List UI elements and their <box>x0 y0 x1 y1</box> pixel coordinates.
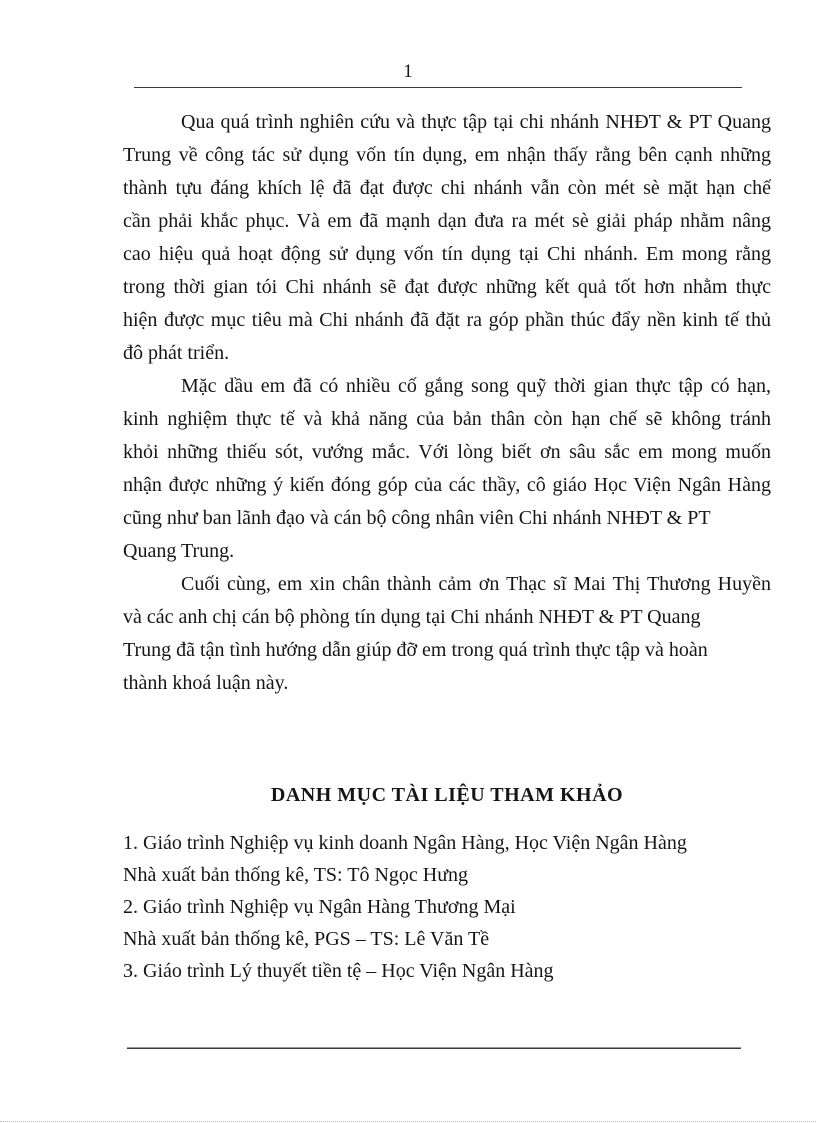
paragraph-line: và các anh chị cán bộ phòng tín dụng tại Chi nhánh NHĐT & PT Quang <box>123 606 701 628</box>
paragraph-line: trong thời gian tói Chi nhánh sẽ đạt được những kết quả tốt hơn nhằm thực <box>123 276 771 298</box>
paragraph-line: hiện được mục tiêu mà Chi nhánh đã đặt ra góp phần thúc đẩy nền kinh tế thủ <box>123 309 771 331</box>
reference-line: 1. Giáo trình Nghiệp vụ kinh doanh Ngân Hàng, Học Viện Ngân Hàng <box>123 832 687 854</box>
paragraph-line: khỏi những thiếu sót, vướng mắc. Với lòng biết ơn sâu sắc em mong muốn <box>123 441 771 463</box>
paragraph-line: Trung đã tận tình hướng dẫn giúp đỡ em trong quá trình thực tập và hoàn <box>123 639 708 661</box>
reference-line: 2. Giáo trình Nghiệp vụ Ngân Hàng Thương Mại <box>123 896 516 918</box>
header-rule <box>134 87 742 88</box>
body-paragraphs <box>123 106 771 700</box>
paragraph-line: Cuối cùng, em xin chân thành cảm ơn Thạc sĩ Mai Thị Thương Huyền <box>181 573 771 595</box>
paragraph-line: Qua quá trình nghiên cứu và thực tập tại chi nhánh NHĐT & PT Quang <box>181 111 771 133</box>
paragraph-line: nhận được những ý kiến đóng góp của các thầy, cô giáo Học Viện Ngân Hàng <box>123 474 771 496</box>
reference-line: Nhà xuất bản thống kê, TS: Tô Ngọc Hưng <box>123 864 469 886</box>
paragraph-line: thành tựu đáng khích lệ đã đạt được chi nhánh vẫn còn mét sè mặt hạn chế <box>123 177 771 199</box>
paragraph-line: Quang Trung. <box>123 540 235 562</box>
reference-line: Nhà xuất bản thống kê, PGS – TS: Lê Văn Tề <box>123 928 490 950</box>
paragraph-line: Mặc dầu em đã có nhiều cố gắng song quỹ thời gian thực tập có hạn, <box>181 375 771 397</box>
reference-line: 3. Giáo trình Lý thuyết tiền tệ – Học Viện Ngân Hàng <box>123 960 554 982</box>
paragraph-line: cao hiệu quả hoạt động sử dụng vốn tín dụng tại Chi nhánh. Em mong rằng <box>123 243 771 265</box>
paragraph-line: cần phải khắc phục. Và em đã mạnh dạn đưa ra mét sè giải pháp nhằm nâng <box>123 210 771 232</box>
footer-rule <box>127 1047 741 1049</box>
paragraph-line: đô phát triển. <box>123 342 230 364</box>
references-heading: DANH MỤC TÀI LIỆU THAM KHẢO <box>270 784 624 806</box>
paragraph-line: kinh nghiệm thực tế và khả năng của bản thân còn hạn chế sẽ không tránh <box>123 408 771 430</box>
page-number: 1 <box>403 61 413 82</box>
paragraph-line: cũng như ban lãnh đạo và cán bộ công nhân viên Chi nhánh NHĐT & PT <box>123 507 711 529</box>
page-edge-dots <box>0 1121 816 1122</box>
paragraph-line: Trung về công tác sử dụng vốn tín dụng, em nhận thấy rằng bên cạnh những <box>123 144 771 166</box>
reference-list <box>123 827 783 987</box>
paragraph-line: thành khoá luận này. <box>123 672 289 694</box>
